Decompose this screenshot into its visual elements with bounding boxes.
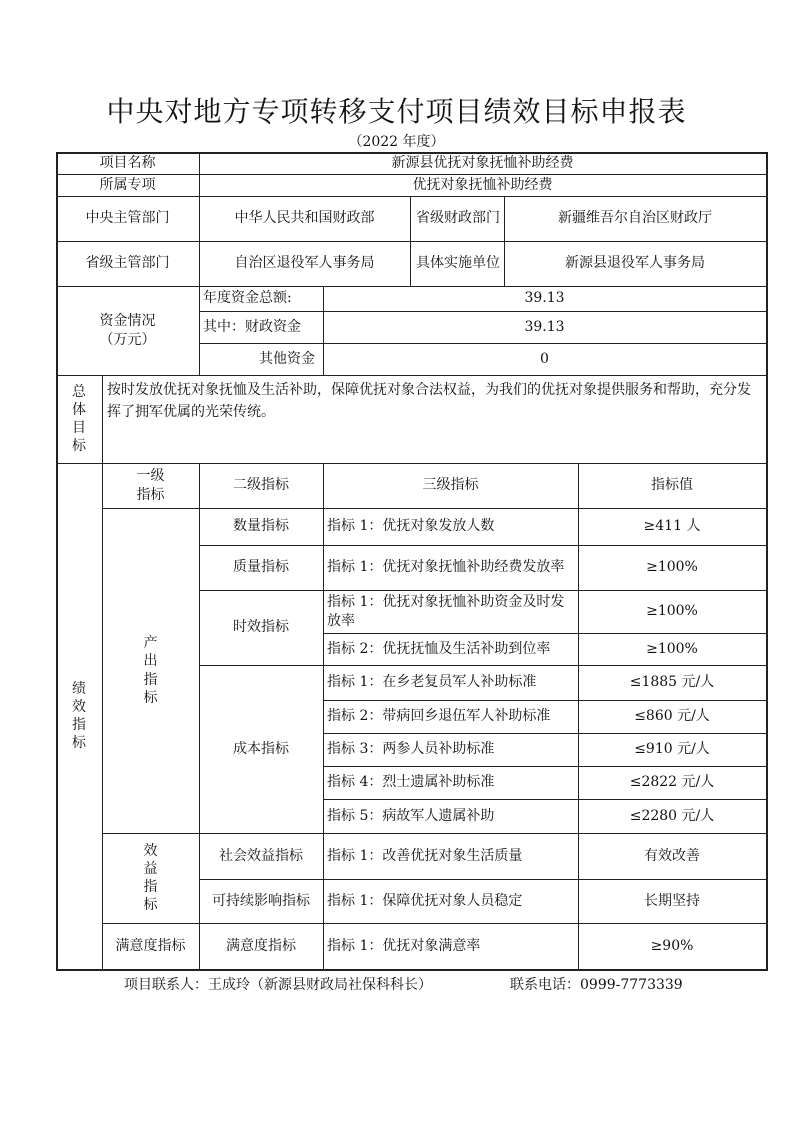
header-level1: 一级指标 <box>136 468 165 503</box>
prov-finance-label: 省级财政部门 <box>416 210 500 227</box>
indicator-row-12-value: ≥90% <box>650 937 694 954</box>
indicator-row-2-value: ≥100% <box>646 559 698 576</box>
level2-satisfaction: 满意度指标 <box>226 937 296 954</box>
fiscal-funds-label: 其中：财政资金 <box>203 318 301 335</box>
indicator-row-6-value: ≤860 元/人 <box>634 708 710 725</box>
header-value: 指标值 <box>651 477 693 494</box>
indicator-row-10-value: 有效改善 <box>644 847 700 864</box>
indicator-row-5-value: ≤1885 元/人 <box>629 674 715 691</box>
level2-cost: 成本指标 <box>233 740 289 757</box>
indicator-row-12-name: 指标 1：优抚对象满意率 <box>327 937 481 954</box>
impl-unit-value: 新源县退役军人事务局 <box>565 255 705 272</box>
level2-social: 社会效益指标 <box>219 847 303 864</box>
indicator-row-7-name: 指标 3：两参人员补助标准 <box>327 741 495 758</box>
central-dept-value: 中华人民共和国财政部 <box>234 210 375 227</box>
indicator-row-11-value: 长期坚持 <box>644 892 700 909</box>
indicator-row-11-name: 指标 1：保障优抚对象人员稳定 <box>327 892 523 909</box>
indicator-row-8-name: 指标 4：烈士遗属补助标准 <box>327 774 495 791</box>
indicator-row-4-name: 指标 2：优抚抚恤及生活补助到位率 <box>327 640 551 657</box>
indicator-row-9-value: ≤2280 元/人 <box>629 807 715 824</box>
prov-dept-label: 省级主管部门 <box>85 255 170 272</box>
level1-benefit: 效益指标 <box>143 842 158 914</box>
level1-satisfaction: 满意度指标 <box>115 937 186 954</box>
project-name-label: 项目名称 <box>99 154 156 171</box>
indicator-row-6-name: 指标 2：带病回乡退伍军人补助标准 <box>327 708 551 725</box>
level2-quantity: 数量指标 <box>233 518 289 535</box>
footer-phone: 联系电话：0999-7773339 <box>510 977 683 993</box>
indicator-row-4-value: ≥100% <box>646 640 698 657</box>
other-funds-value: 0 <box>540 350 549 367</box>
special-item-label: 所属专项 <box>99 176 156 193</box>
prov-finance-value: 新疆维吾尔自治区财政厅 <box>558 210 712 227</box>
page-title: 中央对地方专项转移支付项目绩效目标申报表 <box>106 95 687 128</box>
indicator-row-7-value: ≤910 元/人 <box>634 741 710 758</box>
funds-label: 资金情况（万元） <box>99 313 156 348</box>
other-funds-label: 其他资金 <box>259 350 315 367</box>
total-funds-value: 39.13 <box>524 290 565 307</box>
header-level3: 三级指标 <box>422 477 479 494</box>
footer-contact: 项目联系人：王成玲（新源县财政局社保科科长） <box>124 977 432 993</box>
header-level2: 二级指标 <box>233 477 289 494</box>
central-dept-label: 中央主管部门 <box>85 210 170 227</box>
indicator-row-3-value: ≥100% <box>646 603 698 620</box>
indicator-row-2-name: 指标 1：优抚对象抚恤补助经费发放率 <box>327 559 565 576</box>
project-name-value: 新源县优抚对象抚恤补助经费 <box>391 154 574 171</box>
indicator-row-1-name: 指标 1：优抚对象发放人数 <box>327 518 495 535</box>
indicator-row-3-name: 指标 1：优抚对象抚恤补助资金及时发放率 <box>327 594 565 629</box>
indicator-row-8-value: ≤2822 元/人 <box>629 774 715 791</box>
level2-timeliness: 时效指标 <box>233 619 289 636</box>
level2-sustainable: 可持续影响指标 <box>212 892 310 909</box>
prov-dept-value: 自治区退役军人事务局 <box>234 255 375 272</box>
indicator-row-9-name: 指标 5：病故军人遗属补助 <box>327 807 495 824</box>
year-label: （2022 年度） <box>348 134 445 150</box>
fiscal-funds-value: 39.13 <box>524 318 565 335</box>
level2-quality: 质量指标 <box>233 559 289 576</box>
overall-goal-text: 按时发放优抚对象抚恤及生活补助，保障优抚对象合法权益，为我们的优抚对象提供服务和帮助，充分发挥了拥军优属的光荣传统。 <box>107 382 751 421</box>
impl-unit-label: 具体实施单位 <box>416 255 500 272</box>
total-funds-label: 年度资金总额: <box>203 290 292 307</box>
special-item-value: 优抚对象抚恤补助经费 <box>412 176 553 193</box>
indicator-row-10-name: 指标 1：改善优抚对象生活质量 <box>327 847 523 864</box>
perf-label: 绩效指标 <box>72 680 86 752</box>
indicator-row-5-name: 指标 1：在乡老复员军人补助标准 <box>327 674 537 691</box>
level1-output: 产出指标 <box>143 635 158 706</box>
overall-goal-label: 总体目标 <box>72 383 86 455</box>
indicator-row-1-value: ≥411 人 <box>643 518 701 535</box>
